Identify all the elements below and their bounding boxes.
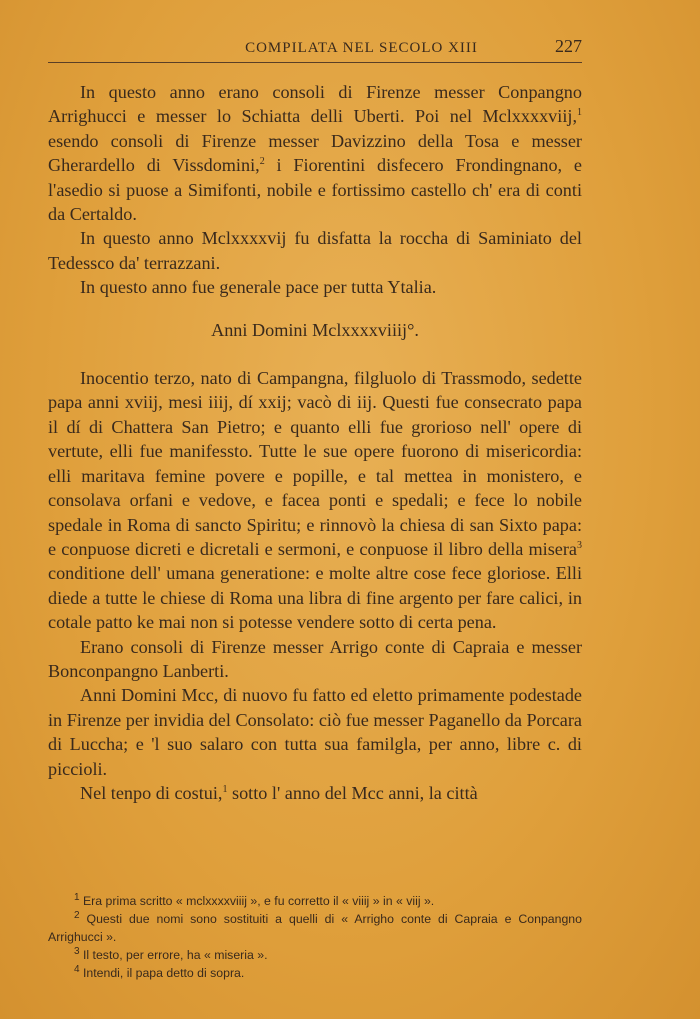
paragraph <box>48 781 582 805</box>
footnote <box>48 892 582 910</box>
text-run: In questo anno Mclxxxxvij fu disfatta la roccha di Saminiato del Tedessco da' terrazzani. <box>48 228 582 273</box>
paragraph <box>48 366 582 634</box>
paragraph <box>48 226 582 275</box>
paragraph-group-2 <box>48 366 582 805</box>
section-heading: Anni Domini Mclxxxxviiij°. <box>211 319 419 340</box>
page-number: 227 <box>555 36 582 56</box>
footnote-text: Questi due nomi sono sostituiti a quelli di « Arrigho conte di Capraia e Conpangno Arrighucci ». <box>48 912 582 944</box>
paragraph-group-1 <box>48 80 582 300</box>
footnote-marker: 3 <box>577 539 582 551</box>
header-rule <box>48 62 582 63</box>
footnote <box>48 910 582 946</box>
text-run: Inocentio terzo, nato di Campangna, filgluolo di Trassmodo, sedette papa anni xviij, mesi iiij, dí xxij; vacò di iij. Questi fue consecrato papa il dí di Chattera San Pietro; e quanto elli fue grorioso nell' opere di vertute, elli fue manifessto. Tutte le sue opere fuorono di misericordia: elli maritava femine povere e popille, e tal mettea in monistero, e consolava orfani e vedove, e facea ponti e spedali; e fece lo nobile spedale in Roma di sancto Spiritu; e rinnovò la chiesa di san Sixto papa: e conpuose dicreti e dicretali e sermoni, e conpuose il libro della misera <box>48 368 582 559</box>
body-text <box>48 80 582 805</box>
footnote-number: 4 <box>74 963 80 975</box>
text-run: i Fiorentini disfecero Frondingnano, e l'asedio si puose a Simifonti, nobile e fortissimo castello ch' era di conti da Certaldo. <box>48 155 582 225</box>
footnote <box>48 946 582 964</box>
text-run: Anni Domini Mcc, di nuovo fu fatto ed eletto primamente podestade in Firenze per invidia del Consolato: ciò fue messer Paganello da Porcara di Luccha; e 'l suo salaro con tutta sua familgla, per anno, libre c. di piccioli. <box>48 685 582 779</box>
paragraph <box>48 683 582 781</box>
footnote-text: Il testo, per errore, ha « miseria ». <box>79 948 268 962</box>
text-run: Erano consoli di Firenze messer Arrigo conte di Capraia e messer Bonconpangno Lanberti. <box>48 636 582 681</box>
footnote-number: 3 <box>74 945 80 957</box>
paragraph <box>48 275 582 299</box>
paragraph <box>48 80 582 226</box>
paragraph <box>48 635 582 684</box>
footnote <box>48 964 582 982</box>
text-run: sotto l' anno del Mcc anni, la città <box>227 782 478 803</box>
text-run: In questo anno fue generale pace per tutta Ytalia. <box>80 277 437 298</box>
footnote-marker: 1 <box>222 783 228 795</box>
text-run: conditione dell' umana generatione: e molte altre cose fece gloriose. Elli diede a tutte le chiese di Roma una libra di fine argento per fare calici, in cotale patto ke mai non si potesse vendere sotto di certa pena. <box>48 563 582 633</box>
footnote-number: 2 <box>74 909 80 921</box>
footnote-marker: 2 <box>259 156 265 168</box>
footnote-number: 1 <box>74 891 80 903</box>
running-title: COMPILATA NEL SECOLO XIII <box>245 40 478 56</box>
running-header <box>48 36 582 57</box>
footnote-text: Intendi, il papa detto di sopra. <box>79 966 245 980</box>
footnotes <box>48 892 582 982</box>
text-run: esendo consoli di Firenze messer Davizzino della Tosa e messer Gherardello di Vissdomini, <box>48 130 582 176</box>
text-run: Nel tenpo di costui, <box>80 782 223 803</box>
footnote-text: Era prima scritto « mclxxxxviiij », e fu corretto il « viiij » in « viij ». <box>79 894 435 908</box>
footnote-marker: 1 <box>577 107 582 119</box>
text-run: In questo anno erano consoli di Firenze messer Conpangno Arrighucci e messer lo Schiatta delli Uberti. Poi nel Mclxxxxviij, <box>48 82 582 127</box>
